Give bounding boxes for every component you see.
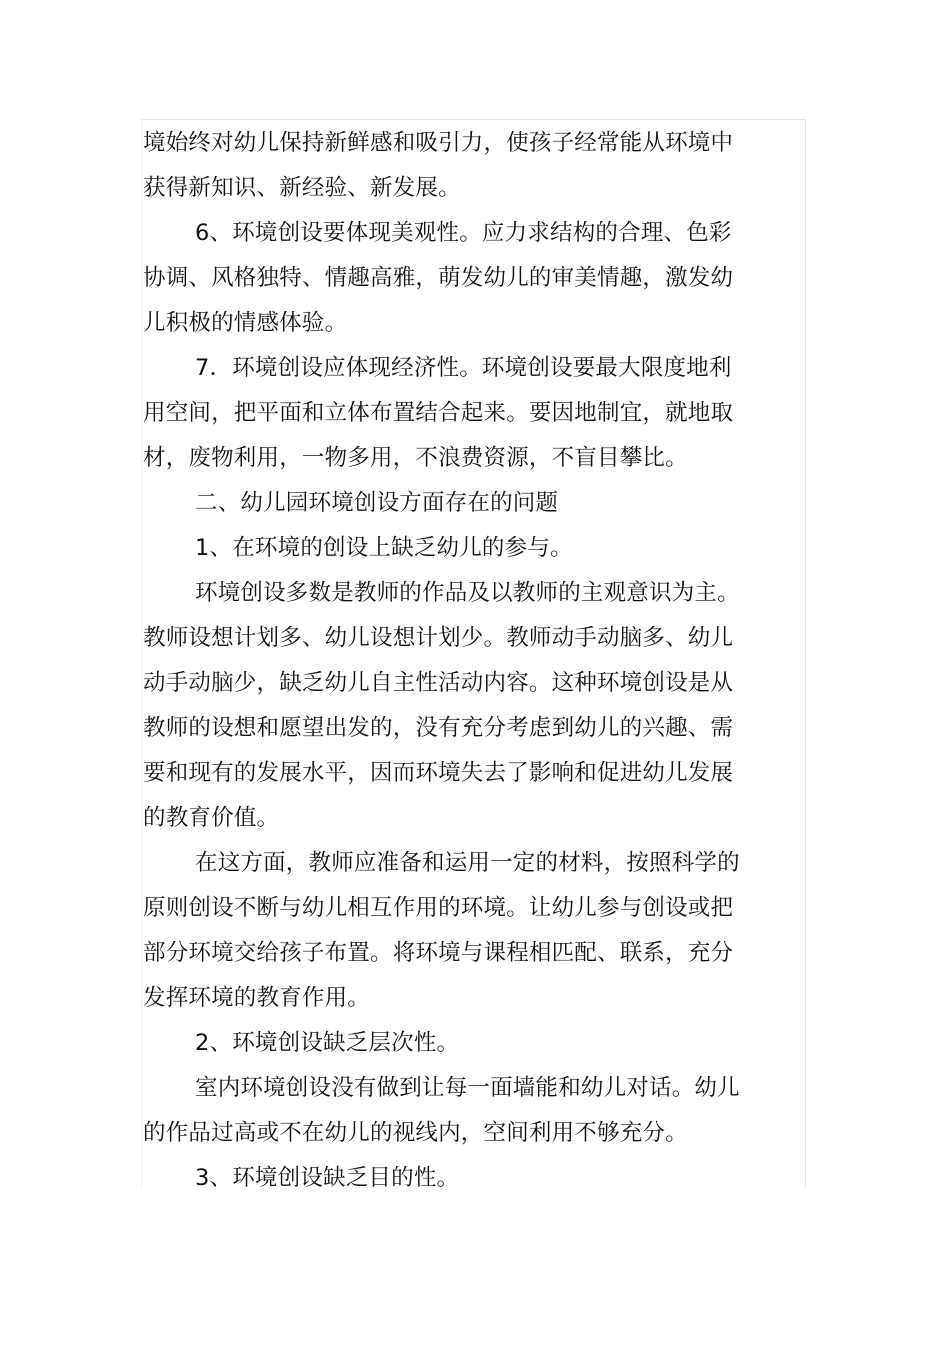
text-line: 材，废物利用，一物多用，不浪费资源，不盲目攀比。 (143, 445, 688, 471)
section-heading: 二、幼儿园环境创设方面存在的问题 (195, 490, 559, 516)
text-line: 的作品过高或不在幼儿的视线内，空间利用不够充分。 (143, 1120, 688, 1146)
text-line: 境始终对幼儿保持新鲜感和吸引力，使孩子经常能从环境中 (143, 130, 734, 156)
paragraph-start: 7．环境创设应体现经济性。环境创设要最大限度地利 (195, 355, 732, 381)
subsection-heading: 1、在环境的创设上缺乏幼儿的参与。 (195, 535, 573, 561)
text-line: 获得新知识、新经验、新发展。 (143, 175, 461, 201)
text-line: 要和现有的发展水平，因而环境失去了影响和促进幼儿发展 (143, 760, 734, 786)
paragraph-start: 环境创设多数是教师的作品及以教师的主观意识为主。 (195, 580, 740, 606)
paragraph-start: 室内环境创设没有做到让每一面墙能和幼儿对话。幼儿 (195, 1075, 740, 1101)
text-line: 动手动脑少，缺乏幼儿自主性活动内容。这种环境创设是从 (143, 670, 734, 696)
document-body (143, 121, 748, 1201)
text-line: 教师设想计划多、幼儿设想计划少。教师动手动脑多、幼儿 (143, 625, 734, 651)
text-line: 教师的设想和愿望出发的，没有充分考虑到幼儿的兴趣、需 (143, 715, 734, 741)
text-line: 儿积极的情感体验。 (143, 310, 348, 336)
text-line: 原则创设不断与幼儿相互作用的环境。让幼儿参与创设或把 (143, 895, 734, 921)
paragraph-start: 6、环境创设要体现美观性。应力求结构的合理、色彩 (195, 220, 732, 246)
text-line: 协调、风格独特、情趣高雅，萌发幼儿的审美情趣，激发幼 (143, 265, 734, 291)
subsection-heading: 2、环境创设缺乏层次性。 (195, 1030, 460, 1056)
text-line: 发挥环境的教育作用。 (143, 985, 371, 1011)
paragraph-start: 在这方面，教师应准备和运用一定的材料，按照科学的 (195, 850, 740, 876)
text-line: 用空间，把平面和立体布置结合起来。要因地制宜，就地取 (143, 400, 734, 426)
text-line: 部分环境交给孩子布置。将环境与课程相匹配、联系，充分 (143, 940, 734, 966)
text-line: 的教育价值。 (143, 805, 280, 831)
subsection-heading: 3、环境创设缺乏目的性。 (195, 1165, 460, 1191)
